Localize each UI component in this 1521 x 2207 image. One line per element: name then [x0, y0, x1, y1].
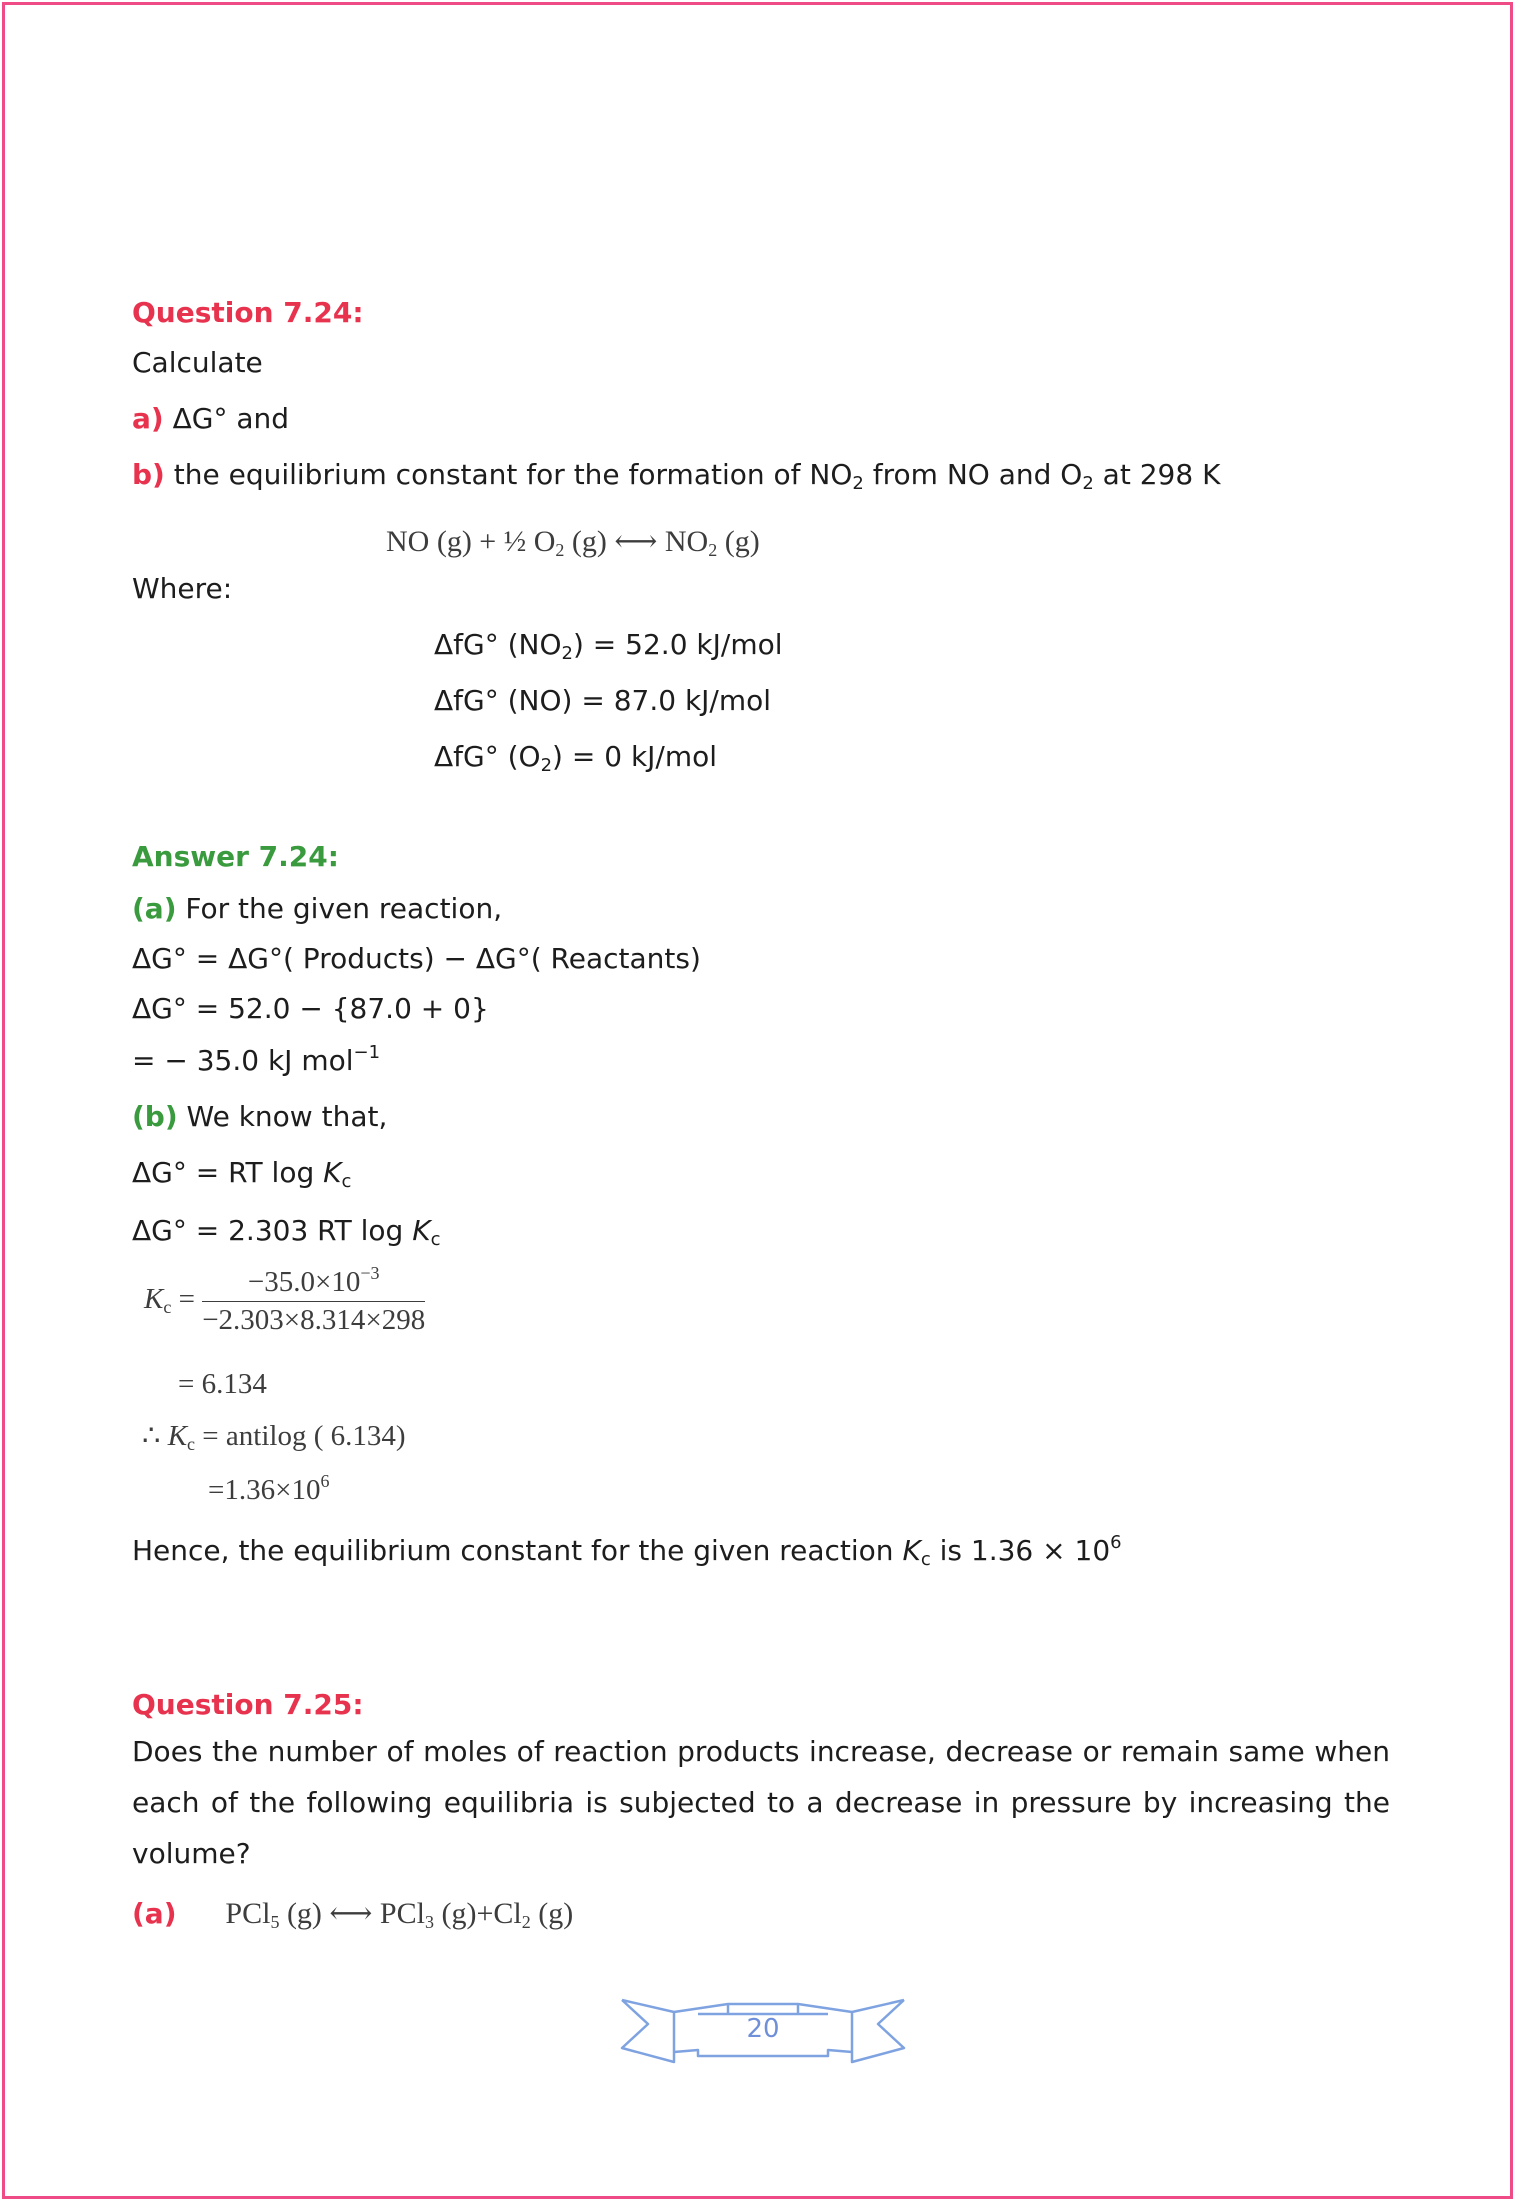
delta-g-symbol: ΔG° — [172, 402, 228, 435]
question-7-25-heading: Question 7.25: — [132, 1688, 364, 1721]
k-symbol: K — [902, 1534, 921, 1567]
part-a-label: a) — [132, 402, 164, 435]
delta-g-symbol: ΔG° — [132, 1156, 187, 1189]
kc-fraction — [144, 1263, 426, 1337]
reaction-left: NO (g) + ½ O — [386, 525, 556, 558]
part-b-label: b) — [132, 458, 165, 491]
part-b-text-2: from NO and O — [863, 458, 1083, 491]
subscript: c — [920, 1549, 931, 1570]
reaction-4: (g) — [530, 1897, 574, 1930]
equation-delta-g-result — [132, 1044, 380, 1077]
subscript: c — [341, 1171, 352, 1192]
subscript: 5 — [270, 1912, 280, 1932]
superscript: −1 — [353, 1042, 381, 1063]
kc-antilog — [142, 1418, 406, 1453]
numerator-text: −35.0×10 — [247, 1266, 361, 1298]
given-1-a: (NO — [498, 628, 562, 661]
kc-value: = 6.134 — [178, 1368, 267, 1400]
given-3-b: ) = 0 kJ/mol — [552, 740, 718, 773]
reaction-right: (g) — [717, 525, 760, 558]
question-7-24-intro: Calculate — [132, 346, 263, 379]
reaction-mid: (g) ⟷ NO — [564, 525, 709, 558]
subscript: 2 — [540, 755, 553, 776]
given-1-b: ) = 52.0 kJ/mol — [572, 628, 783, 661]
fraction — [202, 1263, 426, 1337]
delta-f-g-symbol: ΔfG° — [434, 628, 499, 661]
kc-result-text: =1.36×10 — [208, 1474, 321, 1506]
given-o2 — [434, 740, 718, 776]
part-b-text-3: at 298 K — [1093, 458, 1221, 491]
subscript: 3 — [424, 1912, 434, 1932]
question-7-25-part-a — [132, 1896, 573, 1931]
given-2: (NO) = 87.0 kJ/mol — [498, 684, 772, 717]
eq1-rest: = ΔG°( Products) − ΔG°( Reactants) — [186, 942, 701, 975]
k-symbol: K — [144, 1283, 164, 1316]
subscript: 2 — [1082, 473, 1094, 494]
k-symbol: K — [412, 1214, 431, 1247]
answer-7-24-heading: Answer 7.24: — [132, 840, 339, 873]
subscript: 2 — [708, 540, 718, 560]
given-no2 — [434, 628, 783, 664]
reaction-pcl5 — [225, 1897, 573, 1930]
eq3-text: = − 35.0 kJ mol — [132, 1044, 354, 1077]
conclusion-2: is 1.36 × 10 — [930, 1534, 1111, 1567]
equation-delta-g-definition — [132, 942, 701, 975]
page-number: 20 — [746, 2014, 780, 2044]
answer-part-b-text: We know that, — [177, 1100, 388, 1133]
kc-result — [208, 1471, 330, 1507]
reaction-1: PCl — [225, 1897, 271, 1930]
superscript: 6 — [1110, 1532, 1122, 1553]
subscript: c — [430, 1229, 441, 1250]
superscript: 6 — [320, 1471, 330, 1491]
delta-f-g-symbol: ΔfG° — [434, 684, 499, 717]
delta-g-symbol: ΔG° — [132, 942, 187, 975]
question-7-24-part-a — [132, 402, 289, 435]
antilog-text: = antilog ( 6.134) — [195, 1420, 406, 1452]
answer-part-a-text: For the given reaction, — [176, 892, 503, 925]
equals-sign: = — [178, 1283, 195, 1316]
reaction-equation-no2 — [386, 524, 760, 559]
reaction-2: (g) ⟷ PCl — [279, 1897, 425, 1930]
page-footer — [618, 1992, 908, 2064]
k-symbol: K — [167, 1420, 188, 1452]
subscript: 2 — [521, 1912, 531, 1932]
given-no — [434, 684, 771, 717]
therefore-symbol: ∴ — [142, 1420, 168, 1452]
answer-part-a-label: (a) — [132, 892, 177, 925]
conclusion-1: Hence, the equilibrium constant for the given reaction — [132, 1534, 903, 1567]
k-symbol: K — [323, 1156, 342, 1189]
answer-part-b-label: (b) — [132, 1100, 178, 1133]
where-label: Where: — [132, 572, 233, 605]
q725-part-a-label: (a) — [132, 1897, 177, 1930]
superscript: −3 — [360, 1263, 380, 1283]
reaction-3: (g)+Cl — [433, 1897, 522, 1930]
answer-conclusion — [132, 1532, 1122, 1570]
subscript: c — [187, 1434, 196, 1454]
question-7-24-heading: Question 7.24: — [132, 296, 364, 329]
delta-f-g-symbol: ΔfG° — [434, 740, 499, 773]
eq5-rest: = 2.303 RT log — [186, 1214, 413, 1247]
part-b-text-1: the equilibrium constant for the formation of NO — [173, 458, 853, 491]
equation-delta-g-substitution — [132, 992, 489, 1025]
eq4-rest: = RT log — [186, 1156, 324, 1189]
subscript: c — [163, 1297, 172, 1318]
answer-part-a — [132, 892, 502, 925]
subscript: 2 — [555, 540, 565, 560]
equation-rt-log-kc — [132, 1156, 352, 1192]
answer-part-b — [132, 1100, 387, 1133]
equation-2303-rt-log-kc — [132, 1214, 441, 1250]
fraction-numerator — [202, 1263, 425, 1302]
question-7-25-body: Does the number of moles of reaction products increase, decrease or remain same when each of the following equilibria is subjected to a decrease in pressure by increasing the volume? — [132, 1735, 1390, 1870]
delta-g-symbol: ΔG° — [132, 1214, 187, 1247]
eq2-rest: = 52.0 − {87.0 + 0} — [186, 992, 489, 1025]
given-3-a: (O — [498, 740, 541, 773]
fraction-denominator: −2.303×8.314×298 — [202, 1304, 426, 1336]
subscript: 2 — [561, 643, 573, 664]
question-7-24-part-b — [132, 458, 1221, 494]
subscript: 2 — [852, 473, 864, 494]
part-a-text: and — [227, 402, 290, 435]
delta-g-symbol: ΔG° — [132, 992, 187, 1025]
